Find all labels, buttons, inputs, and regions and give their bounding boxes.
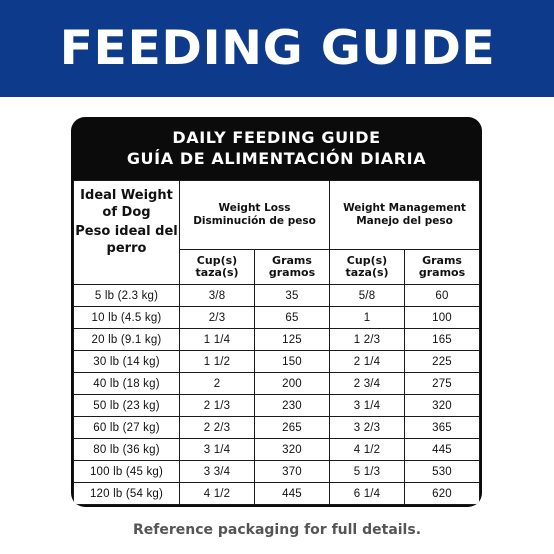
management-cups-cell: 1 2/3 — [330, 329, 405, 351]
card-header — [71, 117, 482, 180]
dog-weight-cell: 100 lb (45 kg) — [74, 461, 180, 483]
loss-grams-cell: 35 — [255, 285, 330, 307]
weight-header-english: Ideal Weight of Dog — [80, 188, 173, 220]
loss-cups-cell: 3 3/4 — [180, 461, 255, 483]
grams-label-english: Grams — [272, 254, 312, 267]
dog-weight-cell: 5 lb (2.3 kg) — [74, 285, 180, 307]
loss-grams-cell: 65 — [255, 307, 330, 329]
grams-label-english: Grams — [422, 254, 462, 267]
loss-cups-cell: 4 1/2 — [180, 483, 255, 505]
dog-weight-cell: 10 lb (4.5 kg) — [74, 307, 180, 329]
loss-grams-cell: 320 — [255, 439, 330, 461]
table-row — [74, 285, 480, 307]
feeding-table — [73, 180, 480, 505]
management-cups-cell: 6 1/4 — [330, 483, 405, 505]
cups-label-spanish: taza(s) — [345, 266, 389, 279]
table-row — [74, 439, 480, 461]
management-cups-cell: 5/8 — [330, 285, 405, 307]
title-banner — [0, 0, 554, 97]
dog-weight-cell: 50 lb (23 kg) — [74, 395, 180, 417]
feeding-guide-card — [71, 117, 482, 507]
grams-label-spanish: gramos — [418, 266, 466, 279]
table-row — [74, 483, 480, 505]
loss-cups-header — [180, 250, 255, 285]
management-grams-cell: 60 — [405, 285, 480, 307]
management-cups-cell: 3 2/3 — [330, 417, 405, 439]
weight-header-spanish: Peso ideal del perro — [75, 224, 178, 256]
management-cups-cell: 3 1/4 — [330, 395, 405, 417]
dog-weight-cell: 120 lb (54 kg) — [74, 483, 180, 505]
management-cups-cell: 2 1/4 — [330, 351, 405, 373]
loss-grams-cell: 445 — [255, 483, 330, 505]
table-row — [74, 351, 480, 373]
loss-grams-header — [255, 250, 330, 285]
loss-cups-cell: 3/8 — [180, 285, 255, 307]
group-label-spanish: Manejo del peso — [356, 215, 453, 227]
management-cups-cell: 2 3/4 — [330, 373, 405, 395]
table-row — [74, 307, 480, 329]
card-title-english: DAILY FEEDING GUIDE — [172, 128, 381, 147]
footer-note: Reference packaging for full details. — [132, 522, 422, 538]
page-title: FEEDING GUIDE — [59, 21, 495, 76]
group-label-spanish: Disminución de peso — [193, 215, 316, 227]
grams-label-spanish: gramos — [268, 266, 316, 279]
management-cups-header — [330, 250, 405, 285]
loss-grams-cell: 125 — [255, 329, 330, 351]
dog-weight-cell: 40 lb (18 kg) — [74, 373, 180, 395]
loss-grams-cell: 200 — [255, 373, 330, 395]
loss-grams-cell: 370 — [255, 461, 330, 483]
management-grams-cell: 445 — [405, 439, 480, 461]
management-grams-cell: 320 — [405, 395, 480, 417]
loss-grams-cell: 265 — [255, 417, 330, 439]
group-label-english: Weight Management — [343, 202, 466, 214]
cups-label-english: Cup(s) — [196, 254, 238, 267]
loss-cups-cell: 1 1/4 — [180, 329, 255, 351]
cups-label-english: Cup(s) — [346, 254, 388, 267]
management-grams-cell: 530 — [405, 461, 480, 483]
management-grams-cell: 100 — [405, 307, 480, 329]
management-cups-cell: 4 1/2 — [330, 439, 405, 461]
dog-weight-cell: 30 lb (14 kg) — [74, 351, 180, 373]
weight-loss-group-header — [180, 181, 330, 250]
table-row — [74, 395, 480, 417]
management-grams-cell: 620 — [405, 483, 480, 505]
dog-weight-cell: 20 lb (9.1 kg) — [74, 329, 180, 351]
dog-weight-cell: 80 lb (36 kg) — [74, 439, 180, 461]
loss-cups-cell: 3 1/4 — [180, 439, 255, 461]
loss-cups-cell: 1 1/2 — [180, 351, 255, 373]
management-grams-cell: 365 — [405, 417, 480, 439]
table-row — [74, 461, 480, 483]
cups-label-spanish: taza(s) — [195, 266, 239, 279]
loss-grams-cell: 150 — [255, 351, 330, 373]
management-cups-cell: 1 — [330, 307, 405, 329]
weight-management-group-header — [330, 181, 480, 250]
table-row — [74, 373, 480, 395]
loss-cups-cell: 2 — [180, 373, 255, 395]
table-row — [74, 417, 480, 439]
group-label-english: Weight Loss — [218, 202, 291, 214]
management-grams-cell: 225 — [405, 351, 480, 373]
dog-weight-cell: 60 lb (27 kg) — [74, 417, 180, 439]
management-grams-cell: 165 — [405, 329, 480, 351]
management-cups-cell: 5 1/3 — [330, 461, 405, 483]
management-grams-cell: 275 — [405, 373, 480, 395]
loss-cups-cell: 2 1/3 — [180, 395, 255, 417]
loss-cups-cell: 2/3 — [180, 307, 255, 329]
card-title-spanish: GUÍA DE ALIMENTACIÓN DIARIA — [126, 149, 427, 168]
weight-column-header — [74, 181, 180, 285]
management-grams-header — [405, 250, 480, 285]
loss-grams-cell: 230 — [255, 395, 330, 417]
table-row — [74, 329, 480, 351]
loss-cups-cell: 2 2/3 — [180, 417, 255, 439]
